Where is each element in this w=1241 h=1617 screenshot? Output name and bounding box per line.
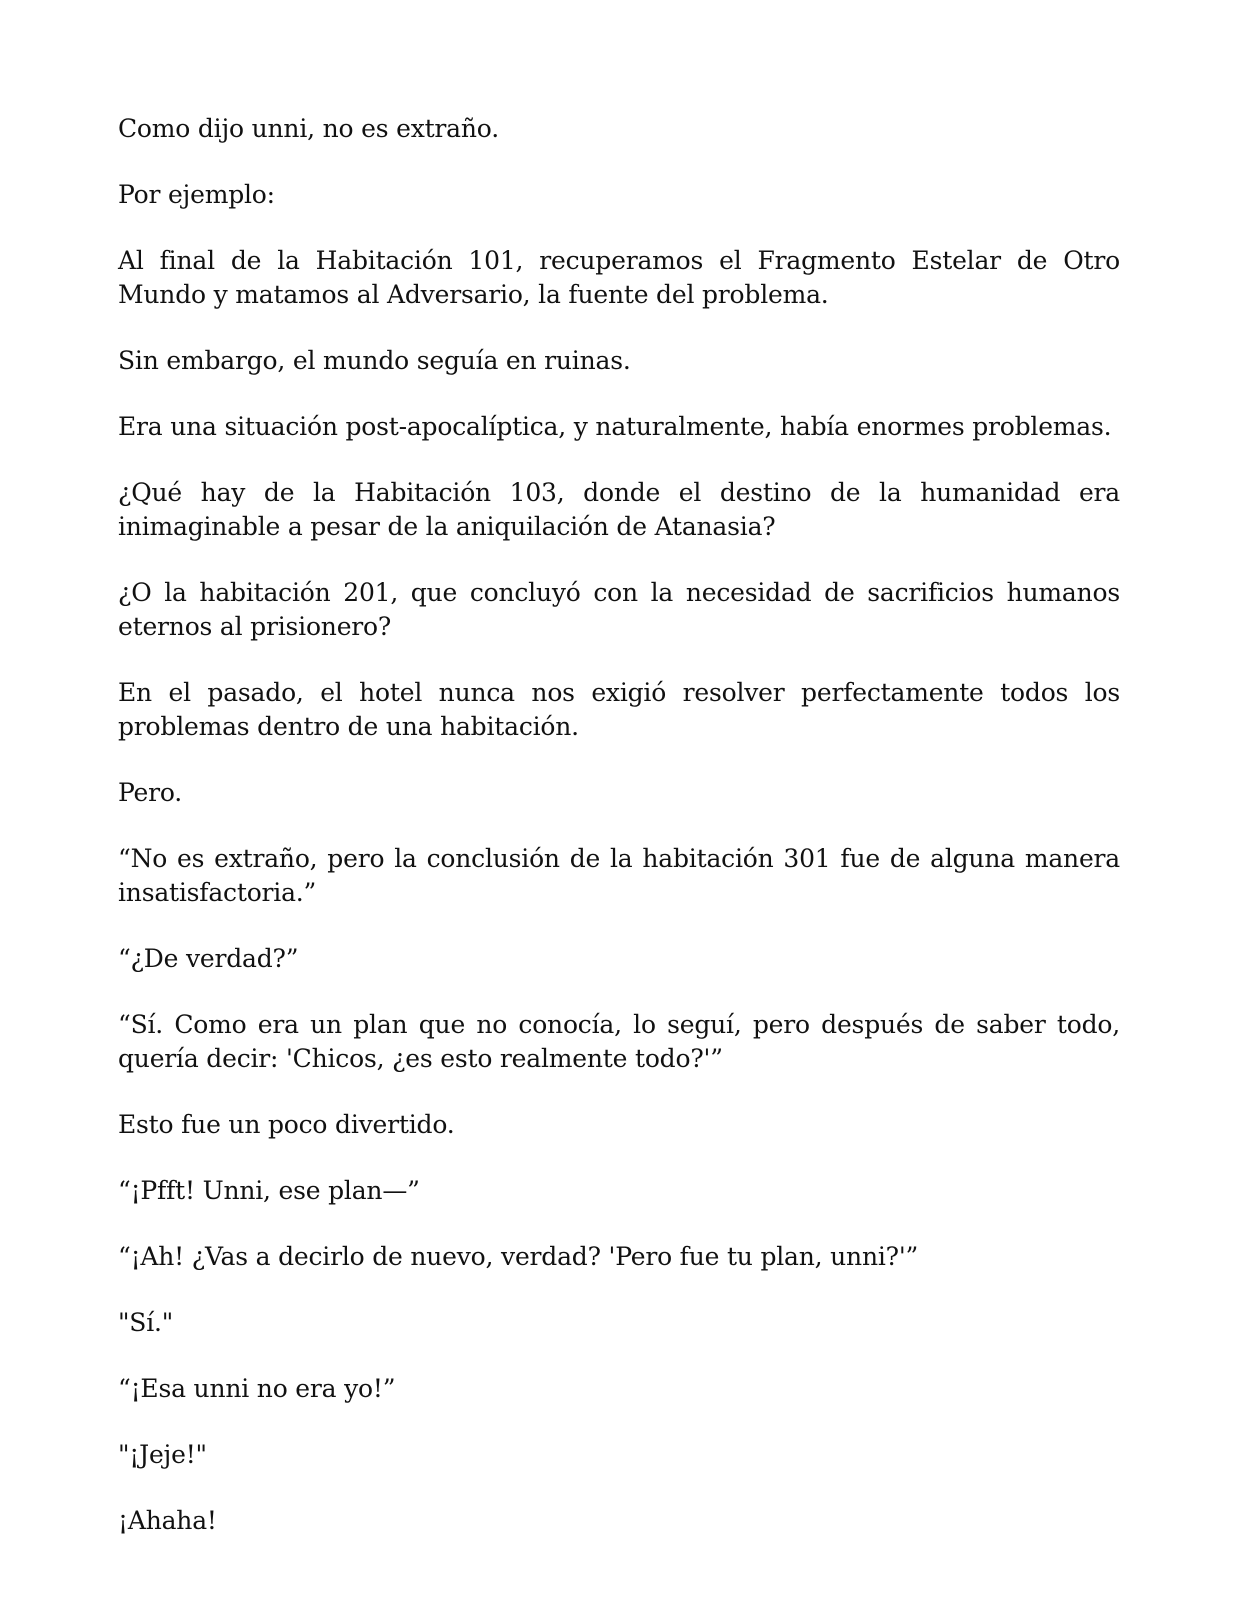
- text-body: [118, 112, 1120, 1570]
- paragraph-4: Sin embargo, el mundo seguía en ruinas.: [118, 346, 631, 375]
- paragraph-9: Pero.: [118, 778, 183, 807]
- paragraph-2: Por ejemplo:: [118, 180, 275, 209]
- paragraph-16: "Sí.": [118, 1308, 174, 1337]
- paragraph-12: “Sí. Como era un plan que no conocía, lo seguí, pero después de saber todo, quería decir: 'Chicos, ¿es esto realmente todo?'”: [118, 1010, 1120, 1073]
- paragraph-17: “¡Esa unni no era yo!”: [118, 1374, 396, 1403]
- paragraph-6: ¿Qué hay de la Habitación 103, donde el destino de la humanidad era inimaginable a pesar de la aniquilación de Atanasia?: [118, 478, 1120, 541]
- paragraph-1: Como dijo unni, no es extraño.: [118, 114, 499, 143]
- paragraph-5: Era una situación post-apocalíptica, y naturalmente, había enormes problemas.: [118, 412, 1112, 441]
- paragraph-19: ¡Ahaha!: [118, 1506, 217, 1535]
- paragraph-8: En el pasado, el hotel nunca nos exigió resolver perfectamente todos los problemas dentro de una habitación.: [118, 678, 1120, 741]
- paragraph-14: “¡Pfft! Unni, ese plan—”: [118, 1176, 420, 1205]
- paragraph-11: “¿De verdad?”: [118, 944, 299, 973]
- paragraph-18: "¡Jeje!": [118, 1440, 207, 1469]
- paragraph-15: “¡Ah! ¿Vas a decirlo de nuevo, verdad? 'Pero fue tu plan, unni?'”: [118, 1242, 919, 1271]
- paragraph-13: Esto fue un poco divertido.: [118, 1110, 455, 1139]
- paragraph-3: Al final de la Habitación 101, recuperamos el Fragmento Estelar de Otro Mundo y matamos al Adversario, la fuente del problema.: [118, 246, 1120, 309]
- paragraph-7: ¿O la habitación 201, que concluyó con la necesidad de sacrificios humanos eternos al prisionero?: [118, 578, 1120, 641]
- paragraph-10: “No es extraño, pero la conclusión de la habitación 301 fue de alguna manera insatisfactoria.”: [118, 844, 1120, 907]
